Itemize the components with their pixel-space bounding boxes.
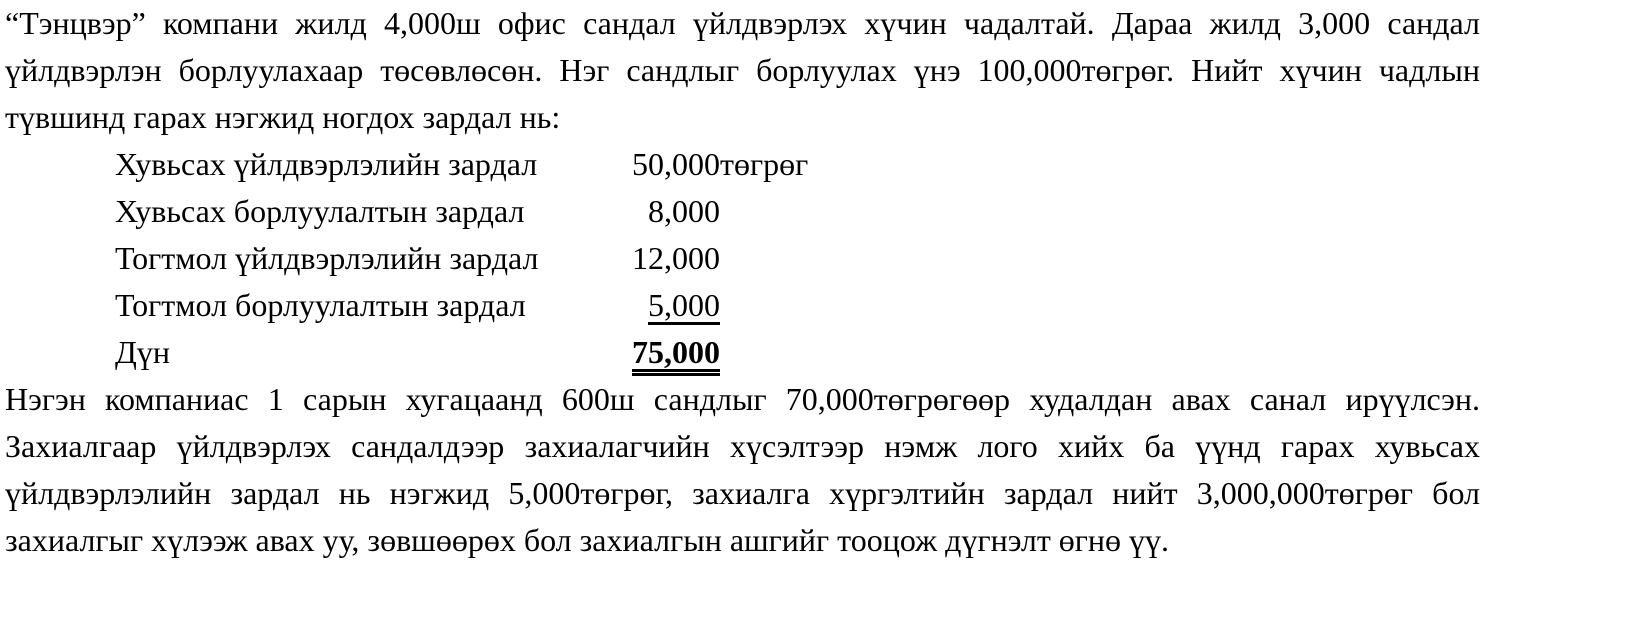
cost-label: Хувьсах борлуулалтын зардал xyxy=(115,193,525,229)
cost-label: Тогтмол борлуулалтын зардал xyxy=(115,287,526,323)
cost-unit: төгрөг xyxy=(720,146,809,182)
document-body xyxy=(5,0,1480,564)
cost-label: Тогтмол үйлдвэрлэлийн зардал xyxy=(115,240,539,276)
total-value-cell xyxy=(625,329,720,376)
cost-value: 8,000 xyxy=(648,193,720,229)
cost-unit xyxy=(720,235,808,282)
total-unit-empty xyxy=(720,329,808,376)
cost-label: Хувьсах үйлдвэрлэлийн зардал xyxy=(115,146,538,182)
cost-value-cell xyxy=(625,282,720,329)
cost-unit xyxy=(720,282,808,329)
intro-paragraph: “Тэнцвэр” компани жилд 4,000ш офис сандал үйлдвэрлэх хүчин чадалтай. Дараа жилд 3,000 сандал үйлдвэрлэн борлуулахаар төсөвлөсөн. Нэг сандлыг борлуулах үнэ 100,000төгрөг. Нийт хүчин чадлын түвшинд гарах нэгжид ногдох зардал нь: xyxy=(5,5,1480,135)
total-row xyxy=(115,329,808,376)
cost-row xyxy=(115,282,808,329)
total-label: Дүн xyxy=(115,334,170,370)
cost-unit xyxy=(720,188,808,235)
cost-table xyxy=(115,141,808,376)
cost-row xyxy=(115,141,808,188)
question-paragraph: Нэгэн компаниас 1 сарын хугацаанд 600ш сандлыг 70,000төгрөгөөр худалдан авах санал ирүүлсэн. Захиалгаар үйлдвэрлэх сандалдээр захиалагчийн хүсэлтээр нэмж лого хийх ба үүнд гарах хувьсах үйлдвэрлэлийн зардал нь нэгжид 5,000төгрөг, захиалга хүргэлтийн зардал нийт 3,000,000төгрөг бол захиалгыг хүлээж авах уу, зөвшөөрөх бол захиалгын ашгийг тооцож дүгнэлт өгнө үү. xyxy=(5,381,1480,558)
cost-value: 5,000 xyxy=(648,287,720,323)
cost-value: 50,000 xyxy=(632,146,720,182)
cost-row xyxy=(115,235,808,282)
total-value: 75,000 xyxy=(632,334,720,370)
cost-value: 12,000 xyxy=(632,240,720,276)
cost-row xyxy=(115,188,808,235)
